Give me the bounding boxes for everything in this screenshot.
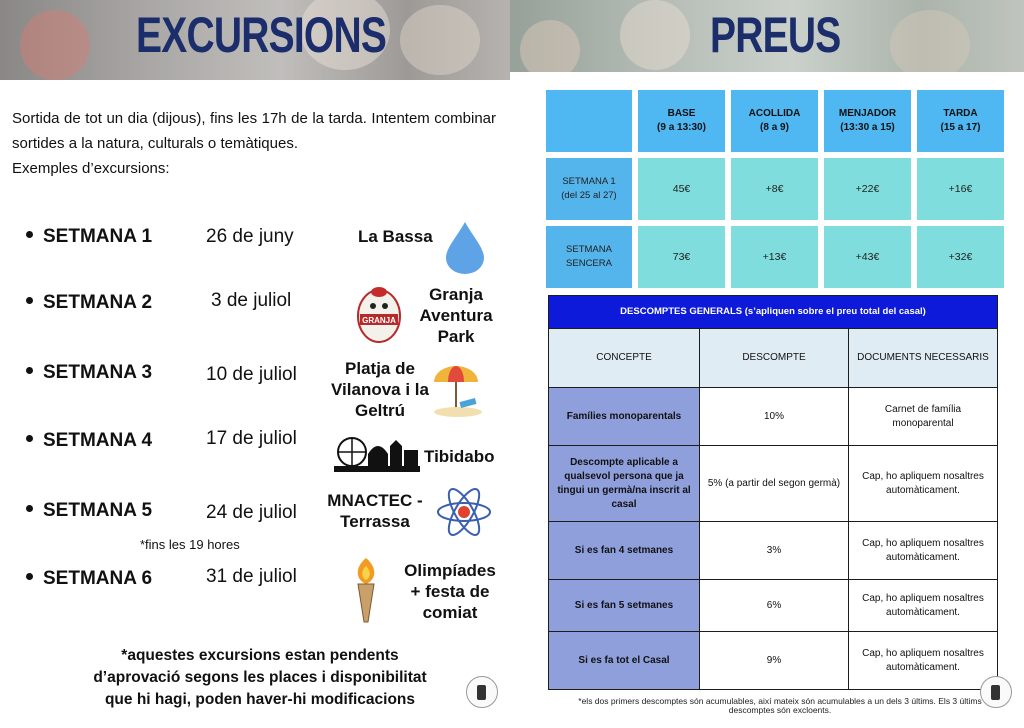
excursion-date: 17 de juliol <box>206 428 297 449</box>
excursion-place: Platja de Vilanova i la Geltrú <box>331 359 429 420</box>
excursion-item-4 <box>26 430 506 490</box>
bullet-icon <box>26 505 33 512</box>
table-row <box>546 226 1004 288</box>
discount-concept: Descompte aplicable a qualsevol persona que ja tingui un germà/na inscrit al casal <box>549 446 700 522</box>
intro-examples-label: Exemples d’excursions: <box>12 160 170 177</box>
price-cell: +13€ <box>731 226 818 288</box>
casal-logo-icon <box>980 676 1012 708</box>
excursion-place: Olimpíades + festa de comiat <box>404 561 496 622</box>
intro-paragraph: Sortida de tot un dia (dijous), fins les 17h de la tarda. Intentem combinar sortides a la natura, culturals o temàtiques. <box>12 110 496 152</box>
excursion-date: 10 de juliol <box>206 364 297 385</box>
discount-value: 10% <box>700 388 849 446</box>
excursion-place: La Bassa <box>358 227 433 246</box>
bullet-icon <box>26 231 33 238</box>
table-row <box>549 388 998 446</box>
price-cell: +8€ <box>731 158 818 220</box>
beach-umbrella-icon <box>428 362 484 418</box>
price-cell: +22€ <box>824 158 911 220</box>
price-cell: 73€ <box>638 226 725 288</box>
price-header-acollida: ACOLLIDA (8 a 9) <box>731 90 818 152</box>
granja-logo-icon <box>356 284 402 344</box>
table-row <box>549 580 998 632</box>
discount-table <box>548 295 998 690</box>
price-table <box>540 84 1010 294</box>
bullet-icon <box>26 435 33 442</box>
discount-table-header <box>549 329 998 388</box>
price-row-label: SETMANA 1 (del 25 al 27) <box>546 158 632 220</box>
discount-concept: Si es fan 4 setmanes <box>549 522 700 580</box>
discount-value: 9% <box>700 632 849 690</box>
olympic-torch-icon <box>348 556 384 626</box>
excursion-date: 26 de juny <box>206 226 294 247</box>
excursions-disclaimer: *aquestes excursions estan pendents d’aprovació segons les places i disponibilitat que hi hagi, poden haver-hi modificacions <box>93 647 427 708</box>
excursion-note: *fins les 19 hores <box>140 537 240 552</box>
excursion-date: 3 de juliol <box>211 290 292 311</box>
intro-text <box>12 106 496 181</box>
svg-text:GRANJA: GRANJA <box>362 316 396 325</box>
excursion-week: SETMANA 5 <box>43 500 153 521</box>
price-row-label: SETMANA SENCERA <box>546 226 632 288</box>
excursion-item-6 <box>26 561 506 628</box>
column-header: DOCUMENTS NECESSARIS <box>849 329 998 388</box>
price-header-menjador: MENJADOR (13:30 a 15) <box>824 90 911 152</box>
excursion-week: SETMANA 4 <box>43 430 153 451</box>
excursion-date: 31 de juliol <box>206 566 297 587</box>
column-header: CONCEPTE <box>549 329 700 388</box>
discount-footnote: *els dos primers descomptes són acumulables, així mateix són acumulables a un dels 3 últims. Els 3 últims descomptes són excloents. <box>578 696 982 715</box>
price-cell: +32€ <box>917 226 1004 288</box>
price-cell: 45€ <box>638 158 725 220</box>
bullet-icon <box>26 573 33 580</box>
discount-value: 5% (a partir del segon germà) <box>700 446 849 522</box>
discount-docs: Cap, ho apliquem nosaltres automàticament. <box>849 446 998 522</box>
discount-docs: Cap, ho apliquem nosaltres automàticament. <box>849 522 998 580</box>
discount-docs: Carnet de família monoparental <box>849 388 998 446</box>
excursion-week: SETMANA 2 <box>43 292 153 313</box>
price-cell: +16€ <box>917 158 1004 220</box>
excursion-week: SETMANA 6 <box>43 568 153 589</box>
price-cell: +43€ <box>824 226 911 288</box>
excursion-item-3 <box>26 359 506 422</box>
price-header-base: BASE (9 a 13:30) <box>638 90 725 152</box>
excursions-banner <box>0 0 510 80</box>
price-header-tarda: TARDA (15 a 17) <box>917 90 1004 152</box>
column-header: DESCOMPTE <box>700 329 849 388</box>
discount-concept: Si es fa tot el Casal <box>549 632 700 690</box>
excursion-item-5 <box>26 491 506 560</box>
excursion-week: SETMANA 1 <box>43 226 153 247</box>
excursion-place: Granja Aventura Park <box>419 285 493 346</box>
excursion-item-2 <box>26 285 506 352</box>
discount-table-title: DESCOMPTES GENERALS (s’apliquen sobre el preu total del casal) <box>549 296 998 329</box>
table-row <box>549 632 998 690</box>
discount-value: 6% <box>700 580 849 632</box>
bullet-icon <box>26 367 33 374</box>
atom-icon <box>434 484 494 540</box>
excursion-place: MNACTEC - Terrassa <box>327 491 423 531</box>
preus-banner <box>510 0 1024 72</box>
excursion-place: Tibidabo <box>424 447 495 466</box>
excursion-week: SETMANA 3 <box>43 362 153 383</box>
table-row <box>549 522 998 580</box>
excursion-item-1 <box>26 226 506 286</box>
bullet-icon <box>26 297 33 304</box>
table-row <box>546 158 1004 220</box>
table-row <box>549 446 998 522</box>
amusement-park-skyline-icon <box>334 432 420 472</box>
discount-concept: Famílies monoparentals <box>549 388 700 446</box>
price-table-header <box>546 90 1004 152</box>
discount-concept: Si es fan 5 setmanes <box>549 580 700 632</box>
water-drop-icon <box>444 220 486 274</box>
discount-value: 3% <box>700 522 849 580</box>
discount-docs: Cap, ho apliquem nosaltres automàticament. <box>849 580 998 632</box>
casal-logo-icon <box>466 676 498 708</box>
excursion-date: 24 de juliol <box>206 502 297 523</box>
preus-title: PREUS <box>710 7 841 63</box>
discount-docs: Cap, ho apliquem nosaltres automàticament. <box>849 632 998 690</box>
excursions-title: EXCURSIONS <box>136 7 387 63</box>
